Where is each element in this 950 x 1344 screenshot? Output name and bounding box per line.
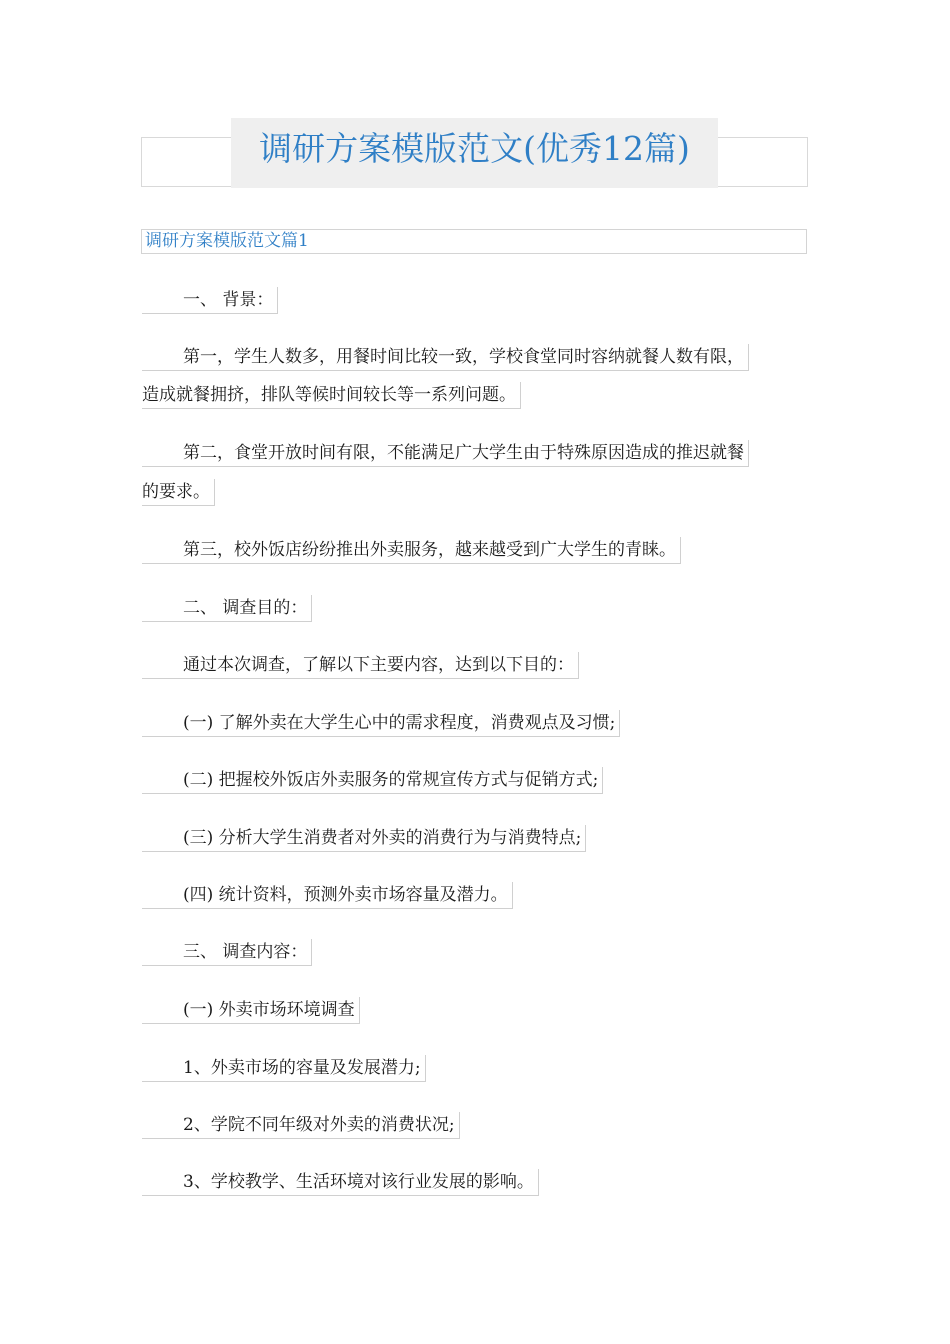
section-heading: 调研方案模版范文篇1 [141,229,807,254]
paragraph-line: 第一，学生人数多，用餐时间比较一致，学校食堂同时容纳就餐人数有限， [142,344,749,371]
paragraph-line: 第二，食堂开放时间有限，不能满足广大学生由于特殊原因造成的推迟就餐 [142,440,749,467]
list-item: (三) 分析大学生消费者对外卖的消费行为与消费特点; [142,825,586,852]
document-title: 调研方案模版范文(优秀12篇) [259,129,690,168]
list-item: (二) 把握校外饭店外卖服务的常规宣传方式与促销方式; [142,767,603,794]
list-item: (一) 了解外卖在大学生心中的需求程度，消费观点及习惯; [142,710,620,737]
list-item: (一) 外卖市场环境调查 [142,997,360,1024]
list-item: 2、学院不同年级对外卖的消费状况; [142,1112,460,1139]
paragraph-line: 通过本次调查，了解以下主要内容，达到以下目的： [142,652,579,679]
list-item: 1、外卖市场的容量及发展潜力; [142,1055,426,1082]
paragraph-line: 造成就餐拥挤，排队等候时间较长等一系列问题。 [142,382,521,409]
paragraph-line: 的要求。 [142,479,215,506]
heading-purpose: 二、 调查目的： [142,595,312,622]
list-item: 3、学校教学、生活环境对该行业发展的影响。 [142,1169,539,1196]
paragraph-line: 第三，校外饭店纷纷推出外卖服务，越来越受到广大学生的青睐。 [142,537,681,564]
list-item: (四) 统计资料，预测外卖市场容量及潜力。 [142,882,513,909]
heading-content: 三、 调查内容： [142,939,312,966]
heading-background: 一、 背景： [142,287,278,314]
